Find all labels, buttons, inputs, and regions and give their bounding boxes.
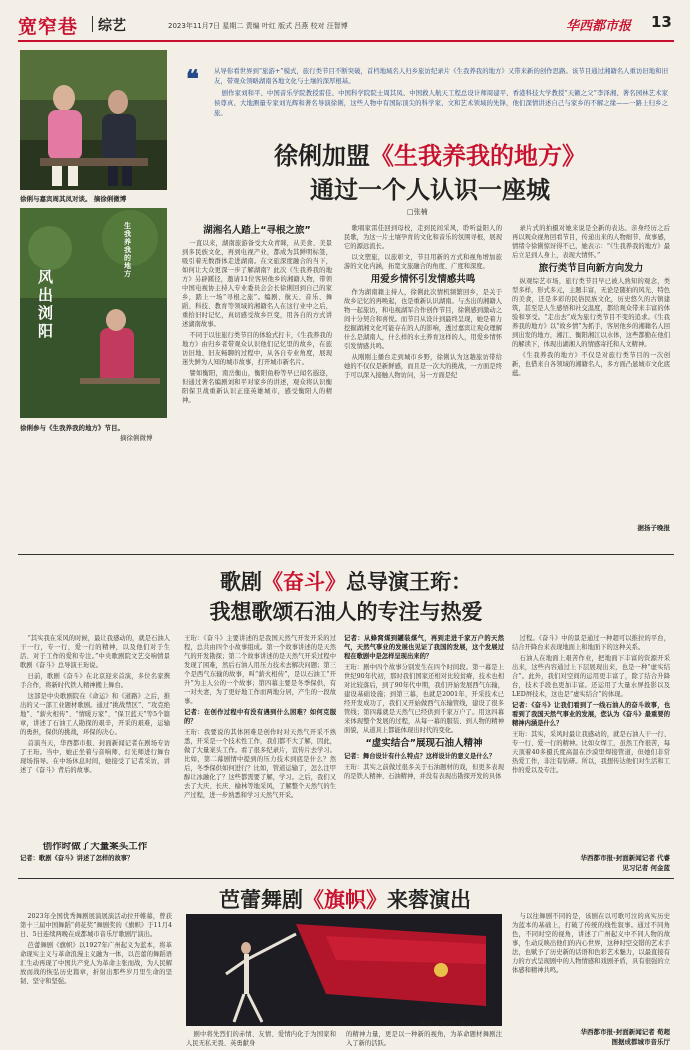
middle-col3-question-2: 记者：舞台设计有什么特点？这样设计的意义是什么？ [344,753,496,760]
bottom-headline-highlight: 《旗帜》 [303,888,387,912]
middle-headline-suffix: 总导演王珩： [346,570,472,594]
middle-col2-answer: 王珩：我要说的其体困难是创作时对天然气开采不熟悉，开采是一个技术性工作，我们都不大了解，因此，做了大量案头工作。看了很多纪录片，宣传片去学习。比如，第二幕剧情中提到的压力技术到底是什么？然后，冬季保供如何进行？比如，管道运输了，怎么注甲醇让冰融化了？这些都需要了解，学习。之后，我们又去了大庆、长庆、榆林等地采风，了解整个天然气的生产过程，进一步熟悉和学习天然气开采。 [184,729,336,799]
top-lead [214,66,668,130]
middle-headline-prefix: 歌剧 [220,570,262,594]
middle-col4-para-1: 过程。《奋斗》中的景是通过一种超可以推拉的平台，结合开降台来表现地面上和地面下的这种关系。 [512,635,670,651]
top-headline-line2: 通过一个人认识一座城 [310,176,550,204]
middle-column-2 [184,634,336,874]
top-col2-para-3: 作为湖南籍主持人，徐俐此次情机频繁回乡，是关于故乡记忆的再唤起，也是重新认识湖南。与杰出的湘籍人物一起旅访，和电视湖军合作创作节目，徐俐感到激动之间十分契合和喜悦。而节目从设计到最终呈现，她是着力挖掘湖湘文化可能存在的人的影响，透过嘉宾让观众理解什么是湖南人，什么样的水土养育这样的人，用爱乡情怀引发情感共鸣。 [344,289,502,350]
top-col1-para-3: 譬如衡阳，南岳衡山，衡阳鱼粉等早已闻名遐迩，但通过著名编剧刘和平对家乡的讲述，观众将认识衡阳保卫战重新认识正座英雄城市，感受衡阳人的精神。 [182,370,332,404]
brand-logo: 华西都市报 [566,19,632,34]
photo-xuli-zhouqifeng [20,50,167,190]
photo2-overlay-title: 风出浏阳 [38,268,54,340]
bottom-headline [170,884,520,914]
middle-col1-para-4: 首演当天，华西都市报、封面新闻记者在剧场专访了王珩。当中，她正坐着与音响师、灯光师进行舞台现场指导。在中场休息时间，她接受了记者采访，讲述了《奋斗》背后的故事。 [20,740,170,774]
middle-col2-question: 记者：在创作过程中有没有遇到什么困难？如何克服的？ [184,709,336,725]
photo-xuli-zhouqifeng-illustration [20,50,167,190]
middle-column-3 [344,634,504,874]
bottom-column-1 [20,912,172,1040]
middle-col4-question: 记者：《奋斗》让我们看到了一线石油人的奋斗故事，也看到了我国天然气事业的发展，您认为《奋斗》最重要的精神内涵是什么？ [512,702,670,727]
page-number: 13 [651,13,672,31]
bottom-column-3 [346,1030,502,1048]
top-lead-para-2: 剧作家刘和平、中国音乐学院教授雷佳、中国科学院院士周其凤、中国救人航天工程总设计师周建平、香港科技大学教授“天籁之父”李泽湘、著名园林艺术家侯尊真、大地测量专家刘光辉和著名导演徐俐，这些人物中有国际顶尖的科学家、文和艺术领域的先锋，他们深情讲述自己与家乡的不解之缘——一路上归乡之旅。 [214,89,668,117]
top-col3-para-1: 录片式的拍摄对她来说是全新的表达。亲身经历之后再以观众视角回看节目，传递出来的人物细节、故事感，情绪令徐俐惊讶得不已，她表示：“《生我养我的地方》最后立足到人身上，表现大情怀。” [512,225,670,259]
middle-headline-line1 [18,566,674,596]
middle-column-1-tail [20,842,170,872]
middle-col1-para-1: “其实我在采风的时候，最让我感动的，就是石油人干一行，专一行，爱一行的精神，以及他们对于生活、对于工作的爱和专注。”中央歌剧院文艺交响情景歌剧《奋斗》总导演王珩说。 [20,635,170,669]
masthead [18,12,674,38]
top-col2-heading: 用爱乡情怀引发情感共鸣 [370,274,476,285]
top-byline: □张楠 [407,208,428,216]
bottom-source: 华西都市报-封面新闻记者 荀超 图据成都城市音乐厅 [580,1028,670,1046]
top-col1-para-1: 一直以来，湖南旅游备受大众青睐，从美食、美景到多民族文化，再到电视产业，都成为其鲜明标签，吸引着无数群体走进湖南。在文旅深度融合的当下，如何让大众更深一步了解湖南？此次《生我养我的地方》另辟蹊径，邀请11位客居他乡的湘籍人物，带领中国电视协主持人专业委员会会长徐俐回到自己的家乡，踏上一场“寻根之旅”。编剧、航天、音乐、舞蹈、科技、教育等领域的湘籍名人在这行业中之后，重拾旧时记忆，真切感受故乡巨变，用各自的方式讲述湖南故事。 [182,240,332,328]
ballet-photo-caption: 舞剧《旗帜》剧照。 [420,1019,479,1027]
middle-headline-line2: 我想歌颂石油人的专注与热爱 [209,600,483,624]
top-column-2 [344,224,502,550]
top-headline-highlight: 《生我养我的地方》 [370,142,586,170]
photo2-logo: 生我养我的地方 [124,221,131,278]
section-title: 宽窄巷 [18,16,79,38]
middle-col1-question: 记者：歌剧《奋斗》讲述了怎样的故事？ [20,855,134,862]
header-rule [18,40,674,42]
top-col1-heading: 湖湘名人踏上“寻根之旅” [203,225,311,236]
top-col2-para-2: 以文塑旅，以旅彰文，节目用新的方式和视角增加旅游的文化内涵，拓宽文旅融合的角度、广度和深度。 [344,254,502,270]
middle-col3-question-1: 记者：从蜂窝煤到罐装煤气，再到走进千家万户的天然气，天然气事业的发展也见证了我国的发展，这个发展过程在歌剧中是怎样呈现出来的？ [344,635,504,660]
bottom-column-2 [186,1030,336,1048]
top-col2-para-1: 歌唱家雷佳回到母校，走到民间采风，聆听益阳人的民歌，为这一片土壤孕育的文化和音乐的氛围寻根，展现它的源远流长。 [344,225,502,250]
divider-middle [18,878,674,879]
channel-name: 综艺 [98,18,126,34]
bottom-column-4 [512,912,670,1022]
quote-mark-icon: ❝ [186,64,199,93]
top-headline-prefix: 徐俐加盟 [274,142,370,170]
middle-col1-heading: 创作时做了大量案头工作 [42,842,148,852]
middle-col1-para-2: 日前，歌剧《奋斗》在北京迎来首演，多位名家携手合作，将新时代铁人精神搬上舞台。 [20,673,170,689]
photo-xuli-program [20,208,167,418]
middle-col2-para-1: 王珩：《奋斗》主要讲述的是我国天然气开发开采的过程，总共由四个小故事组成。第一个故事讲述的是天然气的开发勘探；第二个故事讲述的是天然气开采过程中发现了困难，然后石油人用压力技术去解决问题；第三个是西气东输的故事，叫“薪火相传”，是以石油工“开升”为主人公的一个故事；第四幕主要是冬季保供，有一对夫妻，为了更好地工作而两地分居，产生的一段故事。 [184,635,336,705]
middle-headline-highlight: 《奋斗》 [262,570,346,594]
top-headline-line1 [190,136,670,171]
middle-col4-answer: 王珩：其实，采风时最让我感动的，就是石油人干一行、专一行、爱一行的精神。比如女焊工，虽然工作很苦，每天顶着40多摄氏度高温在沙漠里焊接管道，但她们非常热爱工作，非注有钻研。所以，我想传达他们对生活和工作的爱以及专注。 [512,731,670,774]
issue-meta: 2023年11月7日 星期二 责编 叶红 版式 吕燕 校对 汪智博 [168,22,348,30]
photo2-caption: 徐俐参与《生我养我的地方》节目。 [20,424,124,432]
middle-col3-answer-2: 王珩：其实之前做过很多关于石油题材的戏，但更多表现的是铁人精神、石油精神，并没有表现出勘探开发的具体 [344,764,504,780]
middle-col1-para-3: 这部是中央歌剧院在《命运》和《道路》之后，推出的又一部工业题材歌剧。通过“挑战禁区”、“攻克绝地”、“薪火相传”、“情暖万家”、“保卫蓝天”等5个篇章，讲述了石油工人勘探的艰辛，开采的艰难，运输的勇担，保供的挑战，环保的决心。 [20,693,170,736]
top-source: 据扬子晚报 [637,524,670,532]
bottom-col4-para-1: 与以往舞剧不同的是，该剧在以可歌可泣的真实历史为蓝本的基础上，打破了传统的线性叙事。通过不同角色，不同时空的视角，讲述了广州起义中不同人物的故事，生动反映出他们的内心世界，这种时空交错的艺术手法，也赋予了历史新的话语和色彩艺术魅力，以最直接有力的方式呈现剧中的人物情感和戏剧矛盾，具有很强的立体感和精神共鸣。 [512,913,670,974]
top-column-3 [512,224,670,550]
middle-source: 华西都市报-封面新闻记者 代睿 见习记者 何金蓝 [580,854,670,872]
top-col3-para-3: 《生我养我的地方》不仅是对旅行类节目的一次创新，也借来自各领域的湘籍名人，多方面凸显城市文化底蕴。 [512,352,670,377]
photo2-credit: 摘徐俐微博 [120,434,153,442]
bottom-col3-text: 的精神力量，更是以一种新的视角，为革命题材舞剧注入了新的活跃。 [346,1031,502,1047]
middle-column-4 [512,634,670,834]
bottom-headline-suffix: 来蓉演出 [387,888,471,912]
top-column-1 [182,222,332,550]
bottom-headline-prefix: 芭蕾舞剧 [219,888,303,912]
bottom-col1-para-2: 芭蕾舞剧《旗帜》以1927年广州起义为蓝本，将革命现实主义与革命浪漫主义融为一体，以芭蕾的舞蹈语汇生动再现了中国共产党人为革命主张而战，为人民解放而战的恢弘历史篇章，折射出那些岁月里生命的坚韧、坚守和坚强。 [20,942,172,985]
photo1-caption: 徐俐与嘉宾周其凤对谈。 摘徐俐微博 [20,195,127,203]
middle-column-1 [20,634,170,834]
divider-top [18,554,674,555]
top-col1-para-2: 不同于以往旅行类节目的体验式打卡，《生我养我的地方》由归乡者带观众认识他们记忆里的故乡，在旅访旧地、旧友畅聊的过程中，从各自专业角度，展现迷失鲜为人知的城市故事，打开城市新名片。 [182,332,332,366]
photo-ballet-qizhi-illustration [186,914,502,1026]
middle-col3-heading: “虚实结合”展现石油人精神 [365,738,483,749]
photo-ballet-qizhi [186,914,502,1026]
top-col3-para-2: 纵观综艺市场，旅行类节目早已被人熟知的观念，类型多样，形式多元，主题丰富，无论是随拍的风光、特色的美食，还是多彩的民俗民族文化，历史悠久的古镇建筑，甚至是人生感悟和社交温度，都给观众带来丰富的体验和享受。“走出去”成为旅行类节目不变的追求。《生我养我的地方》以“故乡情”为抓手，客居他乡的湘籍名人回到出发的地方，湘江、衡阳湘江以水体，这些都勤在他们的解读下，体现出湖湘人的情感寄托和人文精神。 [512,278,670,348]
top-col2-para-4: 从刚刚主播台走到城市乡野，徐俐认为这趟旅访带给她的不仅仅是新鲜感，而且是一次大的挑战，一方面是终于可以深入接触人物访问，另一方面是纪 [344,354,502,379]
top-lead-para-1: 从导你看世界到“旅游+”模式，旅行类节目不断突破，首档地域名人归乡旅访纪录片《生我养我的地方》又带来新的创作思路。该节目通过湘籍名人重访旧地和旧友，带观众领略湖南各地文化与土壤的深厚根基。 [214,67,668,85]
bottom-col2-text: 剧中将先烈们的赤情、友情、爱情内化于为国家和人民无私无畏、英勇献身 [186,1031,336,1047]
top-col3-heading: 旅行类节目向新方向发力 [538,263,644,274]
section-divider [92,16,93,32]
bottom-col1-para-1: 2023年全国优秀舞剧展演展演活动拉开帷幕，曾获第十三届中国舞蹈“荷花奖”舞剧奖的《旗帜》于11月4日、5日连续两晚在成都城市音乐厅歌剧厅演出。 [20,913,172,938]
middle-col3-answer-1: 王珩：剧中四个故事分别发生在四个时间段。第一幕是上世纪90年代初，那时我们国家还相对比较贫瘠，技术也相对比较落后，到了90年代中期，我们开始发展西气东输，建设基础设施；到第三幕，也就是2001年，开采技术已经开发成功了，我们又开始做西气东输管线，建设了很多管线；第四幕就是天然气已经供到千家万户了。用这四幕来体现整个发展的过程，从每一幕的服装、到人物的精神面貌，从道具上都能体现出时代的变化。 [344,664,504,734]
middle-col4-para-2: 石油人在地面上艰苦作业，把地面下丰富的资源开采出来，这些内容通过上下层展现出来，也是一种“虚实结合”。此外，我们对空间的运用更丰富了，除了结合升降台，技术手段也更加丰富。还运用了大量水屏投影以及LED屏技术，这也是“虚实结合”的体现。 [512,655,670,698]
